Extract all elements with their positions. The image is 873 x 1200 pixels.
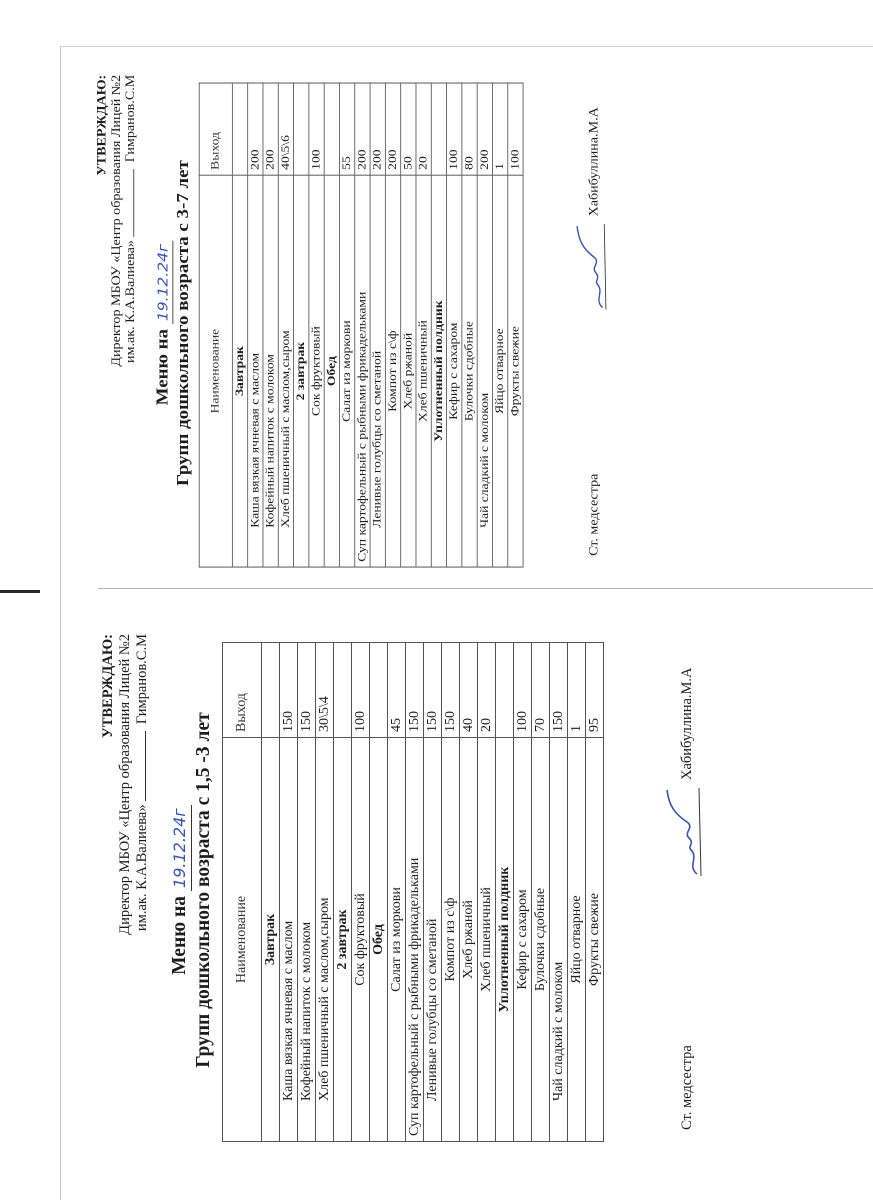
- dish-name: Фрукты свежие: [586, 738, 604, 1142]
- dish-output: 100: [514, 643, 532, 738]
- dish-output: 30\5\4: [316, 643, 334, 738]
- dish-output: 150: [406, 643, 424, 738]
- dish-output: 200: [355, 83, 370, 175]
- dish-output: 80: [462, 83, 477, 175]
- handwritten-signature: [575, 221, 609, 313]
- table-row: [462, 83, 477, 567]
- section-output-empty: [232, 83, 247, 175]
- dish-name: Салат из моркови: [388, 738, 406, 1142]
- table-row: [550, 643, 568, 1142]
- section-output-empty: [294, 83, 309, 175]
- dish-name: Сок фруктовый: [309, 175, 324, 567]
- column-header-name: Наименование: [199, 175, 232, 567]
- dish-name: Кофейный напиток с молоком: [298, 738, 316, 1142]
- dish-name: Суп картофельный с рыбными фрикадельками: [406, 738, 424, 1142]
- approval-position-cont: им.ак. К.А.Валиева» Гимранов.С.М: [134, 634, 150, 932]
- table-row: [477, 83, 492, 567]
- dish-name: Хлеб ржаной: [401, 175, 416, 567]
- dish-name: Кофейный напиток с молоком: [263, 175, 278, 567]
- section-row: [431, 83, 446, 567]
- dish-name: Хлеб пшеничный: [416, 175, 431, 567]
- menu-page-1-5-3: [94, 620, 873, 1160]
- dish-output: 200: [248, 83, 263, 175]
- section-title: Завтрак: [262, 738, 280, 1142]
- table-header-row: [199, 83, 232, 567]
- dish-output: 50: [401, 83, 416, 175]
- page-fold-mark: [0, 590, 40, 593]
- dish-name: Яйцо отварное: [568, 738, 586, 1142]
- handwritten-date: 19.12.24г: [168, 805, 192, 891]
- menu-table: [199, 83, 524, 568]
- nurse-name: Хабибуллина.М.А: [679, 667, 695, 780]
- menu-subtitle: Групп дошкольного возраста с 1,5 -3 лет: [193, 712, 214, 1068]
- approval-position: Директор МБОУ «Центр образования Лицей №2: [117, 634, 133, 935]
- table-row: [568, 643, 586, 1142]
- menu-title: Меню на 19.12.24г: [153, 61, 173, 585]
- dish-output: 95: [586, 643, 604, 738]
- table-row: [355, 83, 370, 567]
- approval-signature-line: [133, 169, 134, 237]
- dish-output: 150: [280, 643, 298, 738]
- table-row: [352, 643, 370, 1142]
- dish-output: 150: [298, 643, 316, 738]
- section-row: [262, 643, 280, 1142]
- table-row: [316, 643, 334, 1142]
- menu-title: Меню на 19.12.24г: [168, 620, 192, 1160]
- column-header-output: Выход: [223, 643, 262, 738]
- approval-label: УТВЕРЖДАЮ:: [100, 634, 116, 738]
- table-row: [401, 83, 416, 567]
- approver-name: Гимранов.С.М: [134, 634, 150, 725]
- handwritten-signature: [665, 785, 705, 880]
- section-title: Уплотненный полдник: [431, 175, 446, 567]
- section-title: Уплотненный полдник: [496, 738, 514, 1142]
- table-row: [248, 83, 263, 567]
- section-title: Обед: [324, 175, 339, 567]
- column-header-output: Выход: [199, 83, 232, 175]
- table-row: [478, 643, 496, 1142]
- dish-name: Булочки сдобные: [462, 175, 477, 567]
- dish-name: Компот из с\ф: [442, 738, 460, 1142]
- table-row: [416, 83, 431, 567]
- section-row: [334, 643, 352, 1142]
- dish-name: Хлеб пшеничный с маслом,сыром: [316, 738, 334, 1142]
- dish-output: 55: [339, 83, 354, 175]
- table-row: [586, 643, 604, 1142]
- sheet-edge-horizontal: [60, 46, 873, 47]
- dish-output: 200: [263, 83, 278, 175]
- approval-position-cont: им.ак. К.А.Валиева» Гимранов.С.М: [124, 74, 138, 363]
- dish-output: 20: [478, 643, 496, 738]
- dish-name: Чай сладкий с молоком: [477, 175, 492, 567]
- table-row: [370, 83, 385, 567]
- dish-name: Хлеб пшеничный: [478, 738, 496, 1142]
- dish-output: 40: [460, 643, 478, 738]
- nurse-label: Ст. медсестра: [587, 473, 601, 556]
- menu-table: [222, 642, 604, 1142]
- sheet-edge-vertical: [60, 46, 61, 1200]
- approval-label: УТВЕРЖДАЮ:: [95, 74, 109, 176]
- table-row: [460, 643, 478, 1142]
- section-row: [370, 643, 388, 1142]
- section-row: [294, 83, 309, 567]
- menu-table-body: [223, 643, 604, 1142]
- table-row: [388, 643, 406, 1142]
- dish-output: 100: [352, 643, 370, 738]
- approver-name: Гимранов.С.М: [124, 74, 138, 163]
- dish-name: Чай сладкий с молоком: [550, 738, 568, 1142]
- section-row: [232, 83, 247, 567]
- approval-signature-line: [145, 731, 146, 801]
- dish-name: Хлеб ржаной: [460, 738, 478, 1142]
- dish-output: 150: [550, 643, 568, 738]
- handwritten-date: 19.12.24г: [153, 241, 173, 324]
- table-row: [309, 83, 324, 567]
- dish-output: 1: [492, 83, 507, 175]
- dish-output: 70: [532, 643, 550, 738]
- table-row: [339, 83, 354, 567]
- dish-name: Суп картофельный с рыбными фрикадельками: [355, 175, 370, 567]
- table-row: [532, 643, 550, 1142]
- column-header-name: Наименование: [223, 738, 262, 1142]
- menu-subtitle: Групп дошкольного возраста с 3-7 лет: [174, 160, 192, 487]
- approval-block: [95, 75, 138, 367]
- table-row: [447, 83, 462, 567]
- table-row: [298, 643, 316, 1142]
- menu-table-body: [199, 83, 523, 567]
- section-output-empty: [431, 83, 446, 175]
- dish-output: 200: [477, 83, 492, 175]
- table-row: [278, 83, 293, 567]
- table-row: [514, 643, 532, 1142]
- table-row: [424, 643, 442, 1142]
- table-row: [263, 83, 278, 567]
- section-title: Обед: [370, 738, 388, 1142]
- nurse-label: Ст. медсестра: [679, 1045, 695, 1130]
- dish-name: Яйцо отварное: [492, 175, 507, 567]
- dish-output: 100: [447, 83, 462, 175]
- nurse-name: Хабибуллина.М.А: [587, 107, 601, 217]
- section-title: 2 завтрак: [294, 175, 309, 567]
- dish-name: Фрукты свежие: [508, 175, 523, 567]
- dish-output: 1: [568, 643, 586, 738]
- dish-name: Хлеб пшеничный с маслом,сыром: [278, 175, 293, 567]
- section-output-empty: [334, 643, 352, 738]
- section-output-empty: [496, 643, 514, 738]
- dish-name: Кефир с сахаром: [514, 738, 532, 1142]
- dish-name: Каша вязкая ячневая с маслом: [248, 175, 263, 567]
- page-fold-line: [98, 588, 873, 589]
- table-header-row: [223, 643, 262, 1142]
- dish-output: 200: [370, 83, 385, 175]
- dish-output: 100: [309, 83, 324, 175]
- dish-name: Кефир с сахаром: [447, 175, 462, 567]
- table-row: [442, 643, 460, 1142]
- table-row: [492, 83, 507, 567]
- dish-name: Ленивые голубцы со сметаной: [370, 175, 385, 567]
- table-row: [406, 643, 424, 1142]
- approval-position: Директор МБОУ «Центр образования Лицей №2: [109, 74, 124, 367]
- dish-output: 150: [424, 643, 442, 738]
- dish-output: 45: [388, 643, 406, 738]
- section-row: [496, 643, 514, 1142]
- section-output-empty: [324, 83, 339, 175]
- dish-output: 200: [385, 83, 400, 175]
- section-row: [324, 83, 339, 567]
- section-title: Завтрак: [232, 175, 247, 567]
- dish-name: Компот из с\ф: [385, 175, 400, 567]
- dish-output: 150: [442, 643, 460, 738]
- menu-page-3-7: [90, 61, 762, 585]
- dish-name: Сок фруктовый: [352, 738, 370, 1142]
- dish-name: Салат из моркови: [339, 175, 354, 567]
- approval-block: [100, 634, 151, 935]
- dish-name: Ленивые голубцы со сметаной: [424, 738, 442, 1142]
- dish-output: 100: [508, 83, 523, 175]
- dish-name: Булочки сдобные: [532, 738, 550, 1142]
- table-row: [385, 83, 400, 567]
- dish-output: 40\5\6: [278, 83, 293, 175]
- table-row: [280, 643, 298, 1142]
- dish-output: 20: [416, 83, 431, 175]
- table-row: [508, 83, 523, 567]
- section-output-empty: [370, 643, 388, 738]
- section-output-empty: [262, 643, 280, 738]
- section-title: 2 завтрак: [334, 738, 352, 1142]
- dish-name: Каша вязкая ячневая с маслом: [280, 738, 298, 1142]
